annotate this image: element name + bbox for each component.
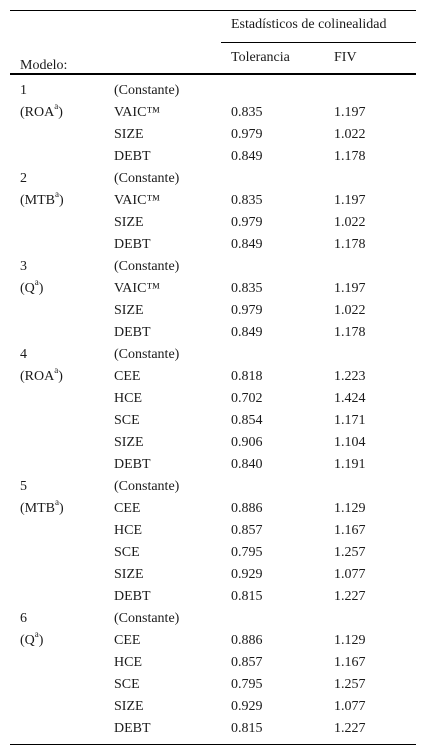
fiv-value: 1.022 [334,215,366,230]
fiv-value: 1.129 [334,633,366,648]
tolerance-value: 0.840 [231,457,263,472]
model-dependent-variable: $(Q^a)$ [20,629,44,648]
footnote-marker: a [34,629,39,640]
model-number: 1 [20,83,27,98]
variable-name: VAIC™ [114,105,161,120]
tolerance-value: 0.857 [231,523,263,538]
top-rule [10,10,416,11]
fiv-value: 1.104 [334,435,366,450]
tolerance-value: 0.818 [231,369,263,384]
variable-name: DEBT [114,237,151,252]
variable-name: CEE [114,501,141,516]
variable-name: SIZE [114,567,144,582]
bottom-rule [10,744,416,745]
dependent-variable-name: ROA [24,369,55,384]
model-dependent-variable: (MTB$^a$) [20,497,64,516]
model-dependent-variable: (ROA$^a$) [20,101,63,120]
tolerance-value: 0.835 [231,193,263,208]
variable-name: HCE [114,523,142,538]
fiv-value: 1.167 [334,655,366,670]
variable-name: CEE [114,633,141,648]
tolerance-value: 0.929 [231,567,263,582]
fiv-value: 1.178 [334,325,366,340]
fiv-column-header: FIV [334,50,357,65]
footnote-marker: a [55,497,60,508]
fiv-value: 1.178 [334,237,366,252]
group-header: Estadísticos de colinealidad [231,17,387,32]
variable-name: SIZE [114,435,144,450]
tolerance-value: 0.979 [231,127,263,142]
variable-name: (Constante) [114,611,180,626]
tolerance-value: 0.795 [231,545,263,560]
fiv-value: 1.197 [334,193,366,208]
tolerance-value: 0.702 [231,391,263,406]
variable-name: DEBT [114,457,151,472]
dependent-variable-name: MTB [24,501,56,516]
model-column-header: Modelo: [20,58,68,73]
fiv-value: 1.191 [334,457,366,472]
tolerance-value: 0.835 [231,105,263,120]
fiv-value: 1.077 [334,567,366,582]
tolerance-value: 0.849 [231,325,263,340]
fiv-value: 1.171 [334,413,366,428]
tolerance-value: 0.815 [231,589,263,604]
variable-name: SCE [114,413,140,428]
variable-name: SCE [114,545,140,560]
header-rule [10,73,416,75]
model-dependent-variable: (MTB$^a$) [20,189,64,208]
tolerance-value: 0.815 [231,721,263,736]
variable-name: SIZE [114,215,144,230]
tolerance-value: 0.857 [231,655,263,670]
variable-name: DEBT [114,589,151,604]
variable-name: SCE [114,677,140,692]
fiv-value: 1.227 [334,589,366,604]
fiv-value: 1.167 [334,523,366,538]
variable-name: SIZE [114,699,144,714]
footnote-marker: a [54,101,59,112]
variable-name: DEBT [114,325,151,340]
variable-name: DEBT [114,721,151,736]
tolerance-column-header: Tolerancia [231,50,290,65]
footnote-marker: a [54,365,59,376]
fiv-value: 1.022 [334,303,366,318]
model-number: 4 [20,347,27,362]
fiv-value: 1.424 [334,391,366,406]
variable-name: DEBT [114,149,151,164]
tolerance-value: 0.854 [231,413,263,428]
variable-name: (Constante) [114,259,180,274]
fiv-value: 1.227 [334,721,366,736]
tolerance-value: 0.835 [231,281,263,296]
tolerance-value: 0.849 [231,149,263,164]
tolerance-value: 0.886 [231,501,263,516]
fiv-value: 1.129 [334,501,366,516]
group-header-rule [221,42,416,43]
tolerance-value: 0.929 [231,699,263,714]
variable-name: HCE [114,655,142,670]
fiv-value: 1.257 [334,545,366,560]
tolerance-value: 0.795 [231,677,263,692]
variable-name: (Constante) [114,479,180,494]
variable-name: CEE [114,369,141,384]
variable-name: (Constante) [114,347,180,362]
tolerance-value: 0.886 [231,633,263,648]
model-number: 5 [20,479,27,494]
model-number: 2 [20,171,27,186]
fiv-value: 1.257 [334,677,366,692]
variable-name: (Constante) [114,83,180,98]
fiv-value: 1.223 [334,369,366,384]
fiv-value: 1.022 [334,127,366,142]
fiv-value: 1.197 [334,281,366,296]
model-number: 3 [20,259,27,274]
dependent-variable-name: ROA [24,105,55,120]
tolerance-value: 0.906 [231,435,263,450]
tolerance-value: 0.849 [231,237,263,252]
variable-name: SIZE [114,303,144,318]
fiv-value: 1.178 [334,149,366,164]
tolerance-value: 0.979 [231,215,263,230]
variable-name: VAIC™ [114,281,161,296]
footnote-marker: a [34,277,39,288]
fiv-value: 1.197 [334,105,366,120]
footnote-marker: a [55,189,60,200]
variable-name: (Constante) [114,171,180,186]
model-number: 6 [20,611,27,626]
tolerance-value: 0.979 [231,303,263,318]
fiv-value: 1.077 [334,699,366,714]
model-dependent-variable: (ROA$^a$) [20,365,63,384]
dependent-variable-name: Q [24,281,35,296]
dependent-variable-name: MTB [24,193,56,208]
variable-name: HCE [114,391,142,406]
variable-name: VAIC™ [114,193,161,208]
dependent-variable-name: Q [24,633,35,648]
variable-name: SIZE [114,127,144,142]
model-dependent-variable: $(Q^a)$ [20,277,44,296]
